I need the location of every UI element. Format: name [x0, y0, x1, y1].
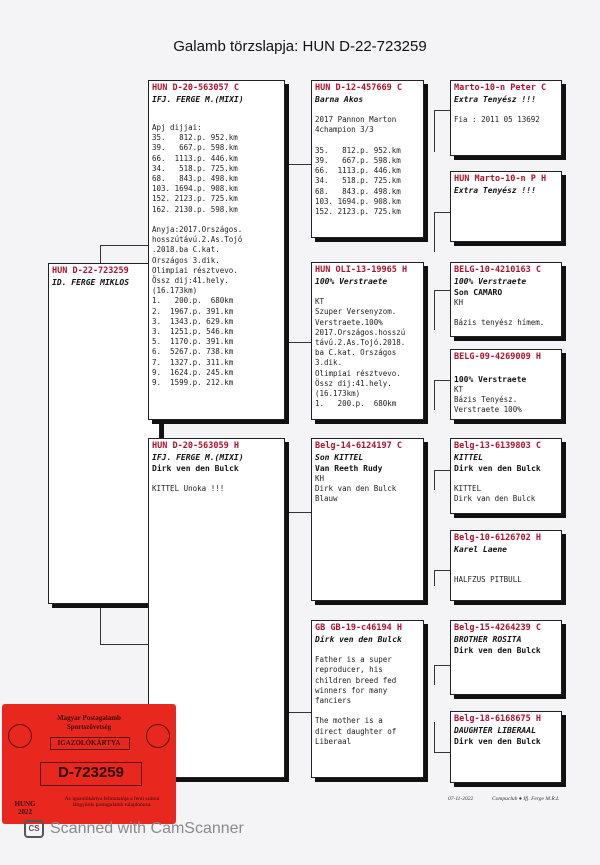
owner-name: KITTEL — [454, 453, 483, 462]
pigeon-notes: Fia : 2011 05 13692 — [454, 115, 540, 125]
connector — [434, 470, 450, 471]
camscanner-logo-icon: CS — [24, 820, 44, 838]
ring-number: Belg-18-6168675 H — [454, 714, 541, 724]
pigeon-card-gs1 — [311, 80, 424, 238]
pigeon-card-ggd2 — [450, 349, 562, 420]
watermark-text: Scanned with CamScanner — [50, 820, 244, 837]
owner-name: 100% Verstraete — [454, 277, 527, 286]
breeder-name: Van Reeth Rudy — [315, 464, 383, 473]
pigeon-notes: KT Szuper Versenyzom. Verstraete.100% 2017.Országos.hosszú távú.2.As.Tojó.2018. ba C.kat. Országos 3.dik. Olimpiai résztvevo. Össz dij:41.hely. (16.173km) 1. 200.p. 680km — [315, 297, 406, 409]
owner-name: Barna Akos — [315, 95, 364, 104]
ring-number: GB GB-19-c46194 H — [315, 623, 402, 633]
id-card-stamp — [2, 704, 176, 824]
pigeon-card-ggd4 — [450, 711, 562, 783]
country-code: HUNG — [14, 800, 36, 808]
pigeon-card-ggs3 — [450, 438, 562, 514]
connector — [434, 752, 450, 753]
owner-note: Az igazolókártya felmutatója a fenti számú lábgyűrűs postagalamb tulajdonosa. — [64, 796, 160, 808]
ring-number: BELG-09-4269009 H — [454, 352, 541, 362]
ring-number: Belg-14-6124197 C — [315, 441, 402, 451]
print-date: 07-11-2022 — [448, 796, 474, 802]
owner-name: Extra Tenyész !!! — [454, 95, 536, 104]
owner-name: Dirk ven den Bulck — [315, 635, 402, 644]
ring-id-number: D-723259 — [58, 764, 124, 781]
pigeon-card-ggs4 — [450, 620, 562, 695]
breeder-name: Son CAMARO — [454, 288, 503, 297]
page-title: Galamb törzslapja: HUN D-22-723259 — [173, 38, 427, 55]
ring-number: Belg-13-6139803 C — [454, 441, 541, 451]
ring-number: HUN D-22-723259 — [52, 266, 129, 276]
pigeon-card-sire — [148, 80, 285, 420]
connector — [434, 570, 435, 586]
owner-name: ID. FERGE MIKLOS — [52, 278, 130, 287]
connector — [434, 570, 450, 571]
ring-number: HUN OLI-13-19965 H — [315, 265, 408, 275]
connector — [100, 604, 101, 644]
connector — [100, 245, 101, 263]
connector — [434, 212, 435, 252]
pigeon-card-self — [48, 263, 160, 604]
pigeon-card-ggs2 — [450, 262, 562, 337]
ring-number: Belg-15-4264239 C — [454, 623, 541, 633]
ring-number: HUN Marto-10-n P H — [454, 174, 547, 184]
breeder-name: Dirk ven den Bulck — [152, 464, 239, 473]
pigeon-notes: KITTEL Unoka !!! — [152, 484, 225, 494]
org-name-line2: Sportszövetség — [66, 723, 112, 731]
pigeon-notes: KT Bázis Tenyész. Verstraete 100% — [454, 385, 522, 415]
owner-name: Extra Tenyész !!! — [454, 186, 536, 195]
pigeon-card-ggd3 — [450, 530, 562, 601]
owner-name: DAUGHTER LIBERAAL — [454, 726, 536, 735]
owner-name: BROTHER ROSITA — [454, 635, 522, 644]
connector — [100, 644, 148, 645]
connector — [434, 212, 450, 213]
scanner-watermark — [0, 818, 600, 840]
pigeon-notes: KITTEL Dirk van den Bulck — [454, 484, 536, 504]
ring-number: Marto-10-n Peter C — [454, 83, 547, 93]
pigeon-notes: HALFZUS PITBULL — [454, 575, 522, 585]
owner-name: 100% Verstraete — [315, 277, 388, 286]
pigeon-notes: KH Dirk van den Bulck Blauw — [315, 474, 397, 504]
pigeon-card-gd1 — [311, 262, 424, 420]
pigeon-notes: Apj dijjai: 35. 812.p. 952.km 39. 667.p. 598.km 66. 1113.p. 446.km 34. 518.p. 725.km 68. 843.p. 498.km 103. 1694.p. 908.km 152. 2123.p. 725.km 162. 2130.p. 598.km Anyja:2017.Országos. hosszútávú.2.As.Tojó .2018.ba C.kat. Országos 3.dik. Olimpiai résztvevo. Össz dij:41.hely. (16.173km) 1. 200.p. 680km 2. 1967.p. 391.km 3. 1343.p. 629.km 3. 1251.p. 546.km 5. 1170.p. 391.km 6. 5267.p. 738.km 7. 1327.p. 311.km 9. 1624.p. 245.km 9. 1599.p. 212.km — [152, 123, 243, 388]
card-title: IGAZOLÓKÁRTYA — [57, 739, 121, 747]
connector — [434, 380, 435, 410]
connector — [434, 290, 450, 291]
owner-name: Karel Laene — [454, 545, 507, 554]
connector — [434, 722, 435, 752]
breeder-name: 100% Verstraete — [454, 375, 527, 384]
connector — [434, 665, 450, 666]
pigeon-card-gd2 — [311, 620, 424, 778]
ring-number: HUN D-20-563057 C — [152, 83, 239, 93]
year: 2022 — [18, 808, 32, 816]
software-credit: Compuclub ● Ifj. Ferge M.R.L — [492, 796, 560, 802]
owner-name: IFJ. FERGE M.(MIXI) — [152, 95, 244, 104]
pigeon-card-ggs1 — [450, 80, 562, 156]
org-name-line1: Magyar Postagalamb — [57, 714, 121, 722]
connector — [434, 290, 435, 330]
pigeon-notes: Father is a super reproducer, his children breed fed winners for many fanciers The mother is a direct daughter of Liberaal — [315, 655, 397, 746]
pigeon-notes: KH Bázis tenyész hímem. — [454, 298, 545, 328]
connector — [434, 470, 435, 490]
connector — [434, 665, 435, 685]
connector — [434, 110, 450, 111]
ring-number: Belg-10-6126702 H — [454, 533, 541, 543]
pigeon-notes: 2017 Pannon Marton 4champion 3/3 35. 812.p. 952.km 39. 667.p. 598.km 66. 1113.p. 446.km 34. 518.p. 725.km 68. 843.p. 498.km 103. 1694.p. 908.km 152. 2123.p. 725.km — [315, 115, 401, 217]
owner-name: Son KITTEL — [315, 453, 364, 462]
breeder-name: Dirk ven den Bulck — [454, 646, 541, 655]
connector — [434, 380, 450, 381]
owner-name: IFJ. FERGE M.(MIXI) — [152, 453, 244, 462]
ring-number: BELG-10-4210163 C — [454, 265, 541, 275]
breeder-name: Dirk ven den Bulck — [454, 737, 541, 746]
breeder-name: Dirk ven den Bulck — [454, 464, 541, 473]
pigeon-card-ggd1 — [450, 171, 562, 242]
ring-number: HUN D-12-457669 C — [315, 83, 402, 93]
connector — [100, 245, 148, 246]
pigeon-card-gs2 — [311, 438, 424, 601]
ring-number: HUN D-20-563059 H — [152, 441, 239, 451]
connector — [434, 110, 435, 152]
